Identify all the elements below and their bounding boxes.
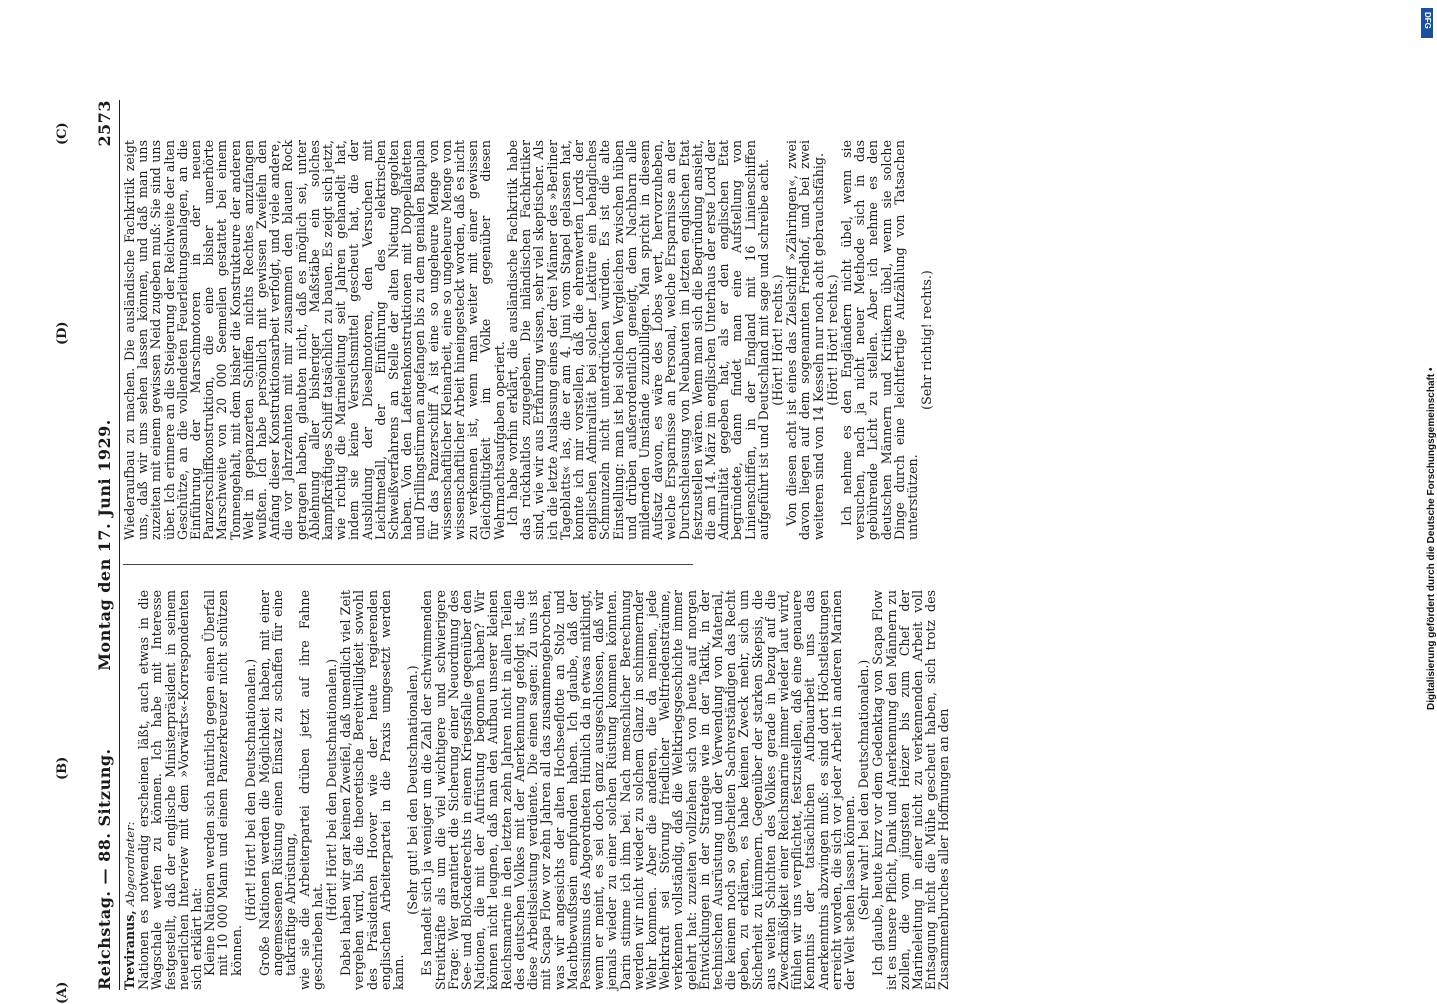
- dfg-logo-text: DFG: [1423, 12, 1432, 29]
- digitization-credit: [1408, 10, 1437, 990]
- paragraph: Es handelt sich ja weniger um die Zahl der schwimmenden Streitkräfte als um die viel wichtigere und schwierigere Frage: Wer garantiert die Sicherung einer Neuordnung des See- und Blockaderechts in einem Kriegsfalle gegenüber den Nationen, die mit der Aufrüstung begonnen haben? Wir können nicht leugnen, daß man den Aufbau unserer kleinen Reichsmarine in den letzten zehn Jahren nicht in allen Teilen des deutschen Volkes mit der Anerkennung gefolgt ist, die diese Arbeitsleistung verdiente. Die einen sagen: Zu uns ist mit Scapa Flow vor zehn Jahren all das zusammengebrochen, was wir angesichts der alten Hochseeflotte an Stolz und Machtbewußtsein empfunden haben. Ich glaube, daß der Pessimismus des Abgeordneten Hünlich da in etwas mitklingt, wenn er meint, es sei doch ganz ausgeschlossen, daß wir jemals wieder zu einer solchen Rüstung kommen könnten. Darin stimme ich ihm bei. Nach menschlicher Berechnung werden wir nicht wieder zu solchem Glanz in schimmernder Wehr kommen. Aber die anderen, die da meinen, jede Wehrkraft sei Störung friedlicher Weltfriedensträume, verkennen vollständig, daß die Weltkriegsgeschichte immer gelehrt hat: zuzeiten vollziehen sich von heute auf morgen Entwicklungen in der Strategie wie in der Taktik, in der technischen Ausrüstung und der Verwendung von Material, die keinem noch so gescheiten Sachverständigen das Recht geben, zu erklären, es habe keinen Zweck mehr, sich um Sicherheit zu kümmern. Gegenüber der starken Skepsis, die aus weiten Schichten des Volkes gerade in bezug auf die Zweckmäßigkeit einer Reichsmarine immer wieder laut wird, fühlen wir uns verpflichtet, festzustellen, daß eine genauere Kenntnis der tatsächlichen Aufbauarbeit uns das Anerkenntnis abzwingen muß: es sind dort Höchstleistungen erreicht worden, die sich vor jeder Arbeit in anderen Marinen der Welt sehen lassen können.: [419, 590, 857, 990]
- paragraph: Ich glaube, heute kurz vor dem Gedenktag von Scapa Flow ist es unsere Pflicht, Dank und Anerkennung den Männern zu zollen, die vom jüngsten Heizer bis zum Chef der Marineleitung in einer nicht zu verkennenden Arbeit voll Entsagung nicht die Mühe gescheut haben, sich trotz des Zusammenbruches aller Hoffnungen an den: [870, 590, 952, 990]
- speaker-line: [123, 590, 137, 990]
- interjection: (Hört! Hört! rechts.): [824, 274, 840, 406]
- paragraph: Ich nehme es den Engländern nicht übel, wenn sie versuchen, nach ja nicht neuer Methode sich in das gebührende Licht zu stellen. Aber ich nehme es den deutschen Männern und Kritikern übel, wenn sie solche Dinge durch eine leichtfertige Aufzählung von Tatsachen unterstützen.: [838, 140, 920, 540]
- interjection: (Hört! Hört! rechts.): [769, 274, 785, 406]
- interjection: (Hört! Hört! bei den Deutschnationalen.): [242, 658, 258, 922]
- interjection: (Sehr richtig! rechts.): [919, 270, 935, 410]
- margin-mark-c: (C): [55, 122, 70, 145]
- dfg-logo-icon: [1421, 8, 1433, 38]
- quote: Kleine Nationen werden sich natürlich gegen einen Überfall mit 10 000 Mann und einem Panzerkreuzer nicht schützen können.: [202, 590, 244, 976]
- speaker-name: Treviranus,: [122, 910, 137, 990]
- quote: Große Nationen werden die Möglichkeit haben, mit einer angemessenen Rüstung einen Einsatz zu schaffen für eine tatkräftige Abrüstung,: [257, 590, 299, 976]
- margin-mark-b: (B): [55, 756, 70, 780]
- margin-mark-d: (D): [55, 321, 70, 345]
- margin-mark-a: (A): [55, 981, 70, 1004]
- credit-text: Digitalisierung gefördert durch die Deutsche Forschungsgemeinschaft •: [1426, 367, 1437, 710]
- paragraph: Nationen es notwendig erscheinen läßt, auch etwas in die Wagschale werfen zu können. Ich habe mit Interesse festgestellt, daß der englische Ministerpräsident in seinem neuerlichen Interview mit dem »Vorwärts«-Korrespondenten sich erklärt hat:: [136, 590, 205, 990]
- paragraph: Von diesen acht ist eines das Zielschiff »Zähringen«, zwei davon liegen auf dem sogenannten Friedhof, und bei zwei weiteren sind von 14 Kesseln nur noch acht gebrauchsfähig.: [784, 140, 826, 540]
- interjection: (Sehr gut! bei den Deutschnationalen.): [405, 665, 421, 915]
- header-rule: [119, 100, 120, 990]
- right-column: [122, 140, 935, 540]
- rotated-page: [55, 100, 1405, 1004]
- paragraph: Ich habe vorhin erklärt, die ausländische Fachkritik habe das rückhaltlos zugegeben. Die inländischen Fachkritiker sind, wie wir aus Erfahrung wissen, sehr viel skeptischer. Als ich die letzte Auslassung eines der drei Männer des »Berliner Tageblatts« las, die er am 4. Juni vom Stapel gelassen hat, konnte ich mir vorstellen, daß die ehrenwerten Lords der englischen Admiralität bei solcher Lektüre ein behagliches Schmunzeln nicht unterdrücken würden. Es ist die alte Einstellung: man ist bei solchen Vergleichen zwischen hüben und drüben außerordentlich geneigt, dem Nachbarn alle mildernden Umstände zuzubilligen. Man spricht in diesem Aufsatz davon, es wäre des Lobes wert, hervorzuheben, welche Ersparnisse an Personal, welche Ersparnisse an der Durchschleusung von Neubauten im letzten englischen Etat festzustellen wären. Wenn man sich die Begründung ansieht, die am 14. März im englischen Unterhaus der erste Lord der Admiralität gegeben hat, als er den englischen Etat begründete, dann findet man eine Aufstellung von Linienschiffen, in der England mit 16 Linienschiffen aufgeführt ist und Deutschland mit sage und schreibe acht.: [504, 140, 771, 540]
- column-divider: [123, 564, 693, 565]
- page-header: [95, 100, 119, 990]
- paragraph: Dabei haben wir gar keinen Zweifel, daß unendlich viel Zeit vergehen wird, bis die theoretische Bereitwilligkeit sowohl des Präsidenten Hoover wie der heute regierenden englischen Arbeiterpartei in die Praxis umgesetzt werden kann.: [338, 590, 407, 990]
- paragraph: wie sie die Arbeiterpartei drüben jetzt auf ihre Fahne geschrieben hat.: [296, 590, 325, 990]
- speaker-role: Abgeordneter:: [123, 821, 137, 907]
- header-date: Montag den 17. Juni 1929.: [95, 419, 114, 671]
- interjection: (Hört! Hört! bei den Deutschnationalen.): [324, 658, 340, 922]
- left-column: [122, 590, 952, 990]
- paragraph: Wiederaufbau zu machen. Die ausländische Fachkritik zeigt uns, daß wir uns sehen lassen können, und daß man uns zuzeiten mit einem gewissen Neid zugeben muß: Sie sind uns über. Ich erinnere an die Steigerung der Reichweite der alten Geschütze, an die vollendeten Feuerleitungsanlagen, an die Einführung der Marschmotoren in der neuen Panzerschiffkonstruktion, die eine bisher unerhörte Marschweite von 20 000 Seemeilen gestattet bei einem Tonnengehalt, mit dem bisher die Konstrukteure der anderen Welt in gepanzerten Schiffen nichts Rechtes anzufangen wußten. Ich habe persönlich mit gewissen Zweifeln den Anfang dieser Konstruktionsarbeit verfolgt, und viele andere, die vor Jahrzehnten mit mir zusammen den blauen Rock getragen haben, glaubten nicht, daß es möglich sei, unter Ablehnung aller bisheriger Maßstäbe ein solches kampfkräftiges Schiff tatsächlich zu bauen. Es zeigt sich jetzt, wie richtig die Marineleitung seit Jahren gehandelt hat, indem sie keine Versuchsmittel gescheut hat, die der Ausbildung der Dieselmotoren, den Versuchen mit Leichtmetall, der Einführung des elektrischen Schweißverfahrens an Stelle der alten Nietung gegolten haben. Von den Lafettenkonstruktionen mit Doppellafetten und Drillingstürmen angefangen bis zu dem genialen Bauplan für das Panzerschiff A ist eine so ungeheure Menge von wissenschaftlicher Kleinarbeit, eine so ungeheure Menge von wissenschaftlicher Arbeit hineingesteckt worden, daß es nicht zu verkennen ist, wenn man weiter mit einer gewissen Gleichgültigkeit im Volke gegenüber diesen Wehrmachtsaufgaben operiert.: [122, 140, 507, 540]
- header-left: Reichstag. — 88. Sitzung.: [95, 748, 114, 990]
- interjection: (Sehr wahr! bei den Deutschnationalen.): [856, 659, 872, 921]
- page-number: 2573: [95, 100, 114, 147]
